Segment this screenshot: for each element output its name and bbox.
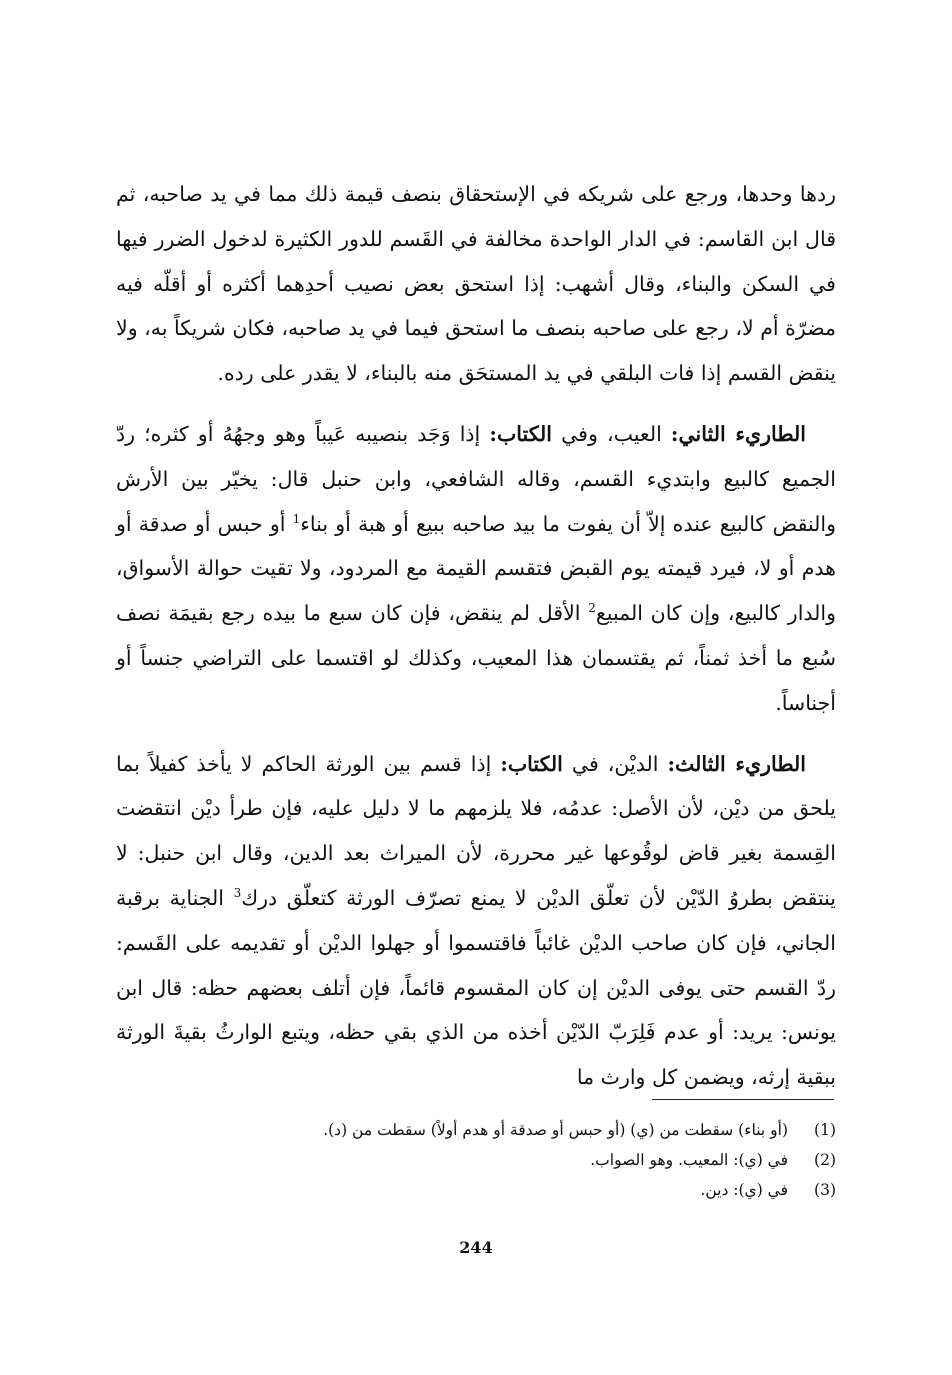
book-reference-heading: الكتاب: <box>489 421 552 446</box>
footnote-marker-2: 2 <box>588 601 596 616</box>
paragraph-1 <box>116 172 836 396</box>
footnote-number: (2) <box>814 1151 836 1169</box>
paragraph-3-text-part-1: الديْن، في <box>562 751 668 776</box>
paragraph-2-text-part-4: الأقل لم ينقض، فإن كان سبع ما بيده رجع بقيمَة نصف سُبع ما أخذ ثمناً، ثم يقتسمان هذا المعيب، وكذلك لو اقتسما على التراضي جنساً أو أجناساً. <box>116 601 836 715</box>
footnote-item <box>120 1175 836 1205</box>
footnote-number: (3) <box>814 1181 836 1199</box>
section-heading-third: الطاريء الثالث: <box>667 751 806 776</box>
footnote-divider <box>652 1099 834 1100</box>
footnotes <box>120 1115 836 1205</box>
paragraph-3-text-part-3: الجناية برقبة الجاني، فإن كان صاحب الديْن غائباً فاقتسموا أو جهلوا الديْن أو تقديمه على القَسم: ردّ القسم حتى يوفى الديْن إن كان المقسوم قائماً، فإن أتلف بعضهم حظه: قال ابن يونس: يريد: أو عدم فَلِرَبّ الدّيْن أخذه من الذي بقي حظه، ويتبع الوارثُ بقيةَ الورثة ببقية إرثه، ويضمن كل وارث ما <box>116 885 836 1090</box>
footnote-marker-1: 1 <box>292 511 301 526</box>
paragraph-2 <box>116 412 836 726</box>
main-text <box>116 172 836 1100</box>
book-reference-heading: الكتاب: <box>500 751 563 776</box>
footnote-text: في (ي): المعيب. وهو الصواب. <box>590 1151 788 1169</box>
paragraph-2-text-part-3: أو حبس أو صدقة أو هدم أو لا، فيرد قيمته يوم القبض فتقسم القيمة مع المردود، ولا تقيت حوالة الأسواق، والدار كالبيع، وإن كان المبيع <box>116 511 837 626</box>
page-number: 244 <box>459 1238 493 1257</box>
paragraph-3-text-part-2: إذا قسم بين الورثة الحاكم لا يأخذ كفيلاً بما يلحق من ديْن، لأن الأصل: عدمُه، فلا يلزمهم ما لا دليل عليه، فإن طرأ ديْن انتقضت القِسمة بغير قاض لوقُوعها غير محررة، لأن الميراث بعد الدين، وقال ابن حنبل: لا ينتقض بطروُ الدّيْن لأن تعلّق الديْن لا يمنع تصرّف الورثة كتعلّق درك <box>116 751 836 910</box>
footnote-number: (1) <box>814 1121 836 1139</box>
footnote-item <box>120 1115 836 1145</box>
paragraph-3 <box>116 742 836 1100</box>
paragraph-1-text: ردها وحدها، ورجع على شريكه في الإستحقاق بنصف قيمة ذلك مما في يد صاحبه، ثم قال ابن القاسم: في الدار الواحدة مخالفة في القَسم للدور الكثيرة لدخول الضرر فيها في السكن والبناء، وقال أشهب: إذا استحق بعض نصيب أحدِهما أكثره أو أقلّه فيه مضرّة أم لا، رجع على صاحبه بنصف ما استحق فيما في يد صاحبه، فكان شريكاً به، ولا ينقض القسم إذا فات البلقي في يد المستحَق منه بالبناء، لا يقدر على رده. <box>116 182 836 386</box>
footnote-item <box>120 1145 836 1175</box>
section-heading-second: الطاريء الثاني: <box>670 421 806 446</box>
footnote-text: (أو بناء) سقطت من (ي) (أو حبس أو صدقة أو هدم أولاً) سقطت من (د). <box>323 1121 788 1139</box>
paragraph-2-text-part-2: إذا وَجَد بنصيبه عَيباً وهو وجهُهُ أو كثره؛ ردّ الجميع كالبيع وابتديء القسم، وقاله الشافعي، وابن حنبل قال: يخيّر بين الأرش والنقض كالبيع عنده إلاّ أن يفوت ما بيد صاحبه ببيع أو هبة أو بناء <box>116 421 836 536</box>
paragraph-2-text-part-1: العيب، وفي <box>551 421 671 446</box>
footnote-text: في (ي): دين. <box>700 1181 788 1199</box>
footnote-marker-3: 3 <box>233 886 242 901</box>
